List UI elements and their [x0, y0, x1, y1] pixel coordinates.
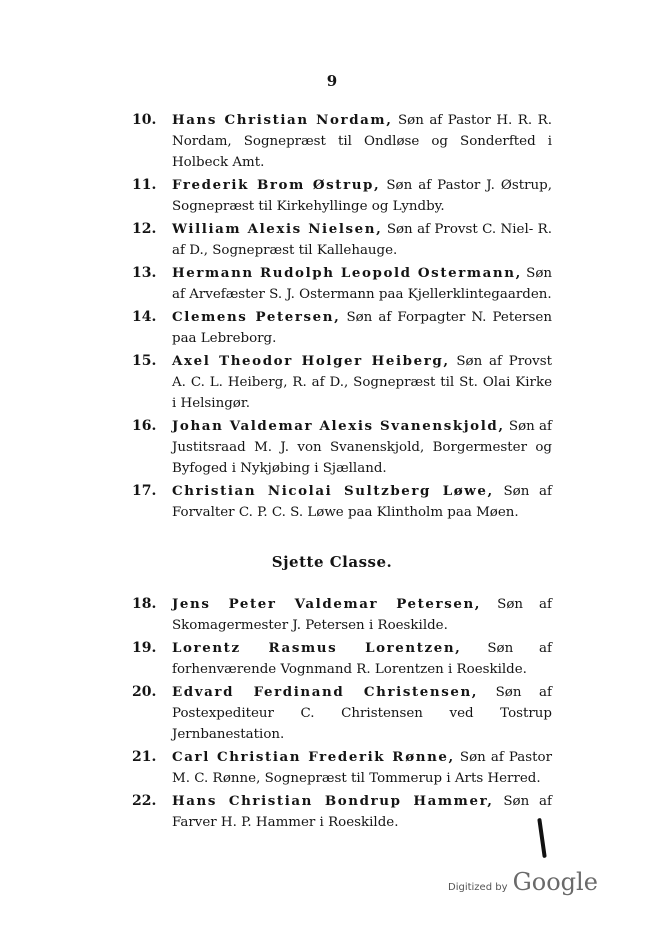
- entry-name: Hans Christian Bondrup Hammer,: [172, 793, 494, 809]
- page-number: 9: [326, 72, 338, 90]
- entry-text: [172, 307, 552, 349]
- entry-text: [172, 791, 552, 833]
- entry-description: Søn af Arvefæster S. J. Ostermann paa Kjellerklintegaarden.: [172, 266, 552, 302]
- entry-number: 20.: [132, 684, 157, 700]
- google-logo: Google: [512, 868, 598, 896]
- entry-text: [172, 638, 552, 680]
- list-item: [132, 416, 552, 479]
- entry-number: 10.: [132, 112, 157, 128]
- section-heading: Sjette Classe.: [271, 553, 393, 571]
- entry-number: 21.: [132, 749, 157, 765]
- entry-description: Søn af Postexpediteur C. Christensen ved Tostrup Jernbanestation.: [172, 685, 552, 742]
- entry-number: 12.: [132, 221, 157, 237]
- entry-number: 18.: [132, 596, 157, 612]
- entry-name: Christian Nicolai Sultzberg Løwe,: [172, 483, 494, 499]
- entry-name: Clemens Petersen,: [172, 309, 341, 325]
- entry-description: Søn af Skomagermester J. Petersen i Roeskilde.: [172, 597, 552, 633]
- entry-name: Hermann Rudolph Leopold Ostermann,: [172, 265, 522, 281]
- entry-number: 19.: [132, 640, 157, 656]
- entry-number: 17.: [132, 483, 157, 499]
- entry-text: [172, 110, 552, 173]
- entry-description: Søn af Justitsraad M. J. von Svanenskjold, Borgermester og Byfoged i Nykjøbing i Sjælland.: [172, 419, 552, 476]
- entry-description: Søn af Pastor M. C. Rønne, Sognepræst til Tommerup i Arts Herred.: [172, 750, 552, 786]
- entry-text: [172, 351, 552, 414]
- digitization-watermark: [448, 868, 598, 896]
- list-item: [132, 351, 552, 414]
- watermark-digitized-label: Digitized by: [448, 882, 508, 893]
- entry-description: Søn af Forpagter N. Petersen paa Lebreborg.: [172, 310, 552, 346]
- list-item: [132, 307, 552, 349]
- list-item: [132, 682, 552, 745]
- entry-list-lower: [132, 594, 552, 835]
- entry-text: [172, 481, 552, 523]
- entry-number: 22.: [132, 793, 157, 809]
- entry-description: Søn af Pastor H. R. R. Nordam, Sognepræst til Ondløse og Sonderfted i Holbeck Amt.: [172, 113, 552, 170]
- entry-name: Axel Theodor Holger Heiberg,: [172, 353, 450, 369]
- entry-text: [172, 416, 552, 479]
- entry-name: Lorentz Rasmus Lorentzen,: [172, 640, 462, 656]
- entry-name: Hans Christian Nordam,: [172, 112, 393, 128]
- entry-number: 11.: [132, 177, 157, 193]
- entry-list-upper: [132, 110, 552, 525]
- entry-name: Jens Peter Valdemar Petersen,: [172, 596, 482, 612]
- entry-number: 13.: [132, 265, 157, 281]
- list-item: [132, 263, 552, 305]
- entry-description: Søn af forhenværende Vognmand R. Lorentzen i Roeskilde.: [172, 641, 552, 677]
- list-item: [132, 481, 552, 523]
- entry-number: 15.: [132, 353, 157, 369]
- entry-text: [172, 747, 552, 789]
- entry-description: Søn af Provst A. C. L. Heiberg, R. af D., Sognepræst til St. Olai Kirke i Helsingør.: [172, 354, 552, 411]
- entry-text: [172, 219, 552, 261]
- entry-name: Johan Valdemar Alexis Svanenskjold,: [172, 418, 505, 434]
- entry-name: Edvard Ferdinand Christensen,: [172, 684, 479, 700]
- list-item: [132, 594, 552, 636]
- list-item: [132, 219, 552, 261]
- list-item: [132, 638, 552, 680]
- entry-name: Carl Christian Frederik Rønne,: [172, 749, 455, 765]
- entry-text: [172, 682, 552, 745]
- list-item: [132, 175, 552, 217]
- entry-description: Søn af Forvalter C. P. C. S. Løwe paa Klintholm paa Møen.: [172, 484, 552, 520]
- entry-name: William Alexis Nielsen,: [172, 221, 383, 237]
- entry-text: [172, 263, 552, 305]
- entry-description: Søn af Farver H. P. Hammer i Roeskilde.: [172, 794, 552, 830]
- list-item: [132, 791, 552, 833]
- entry-description: Søn af Provst C. Niel- R. af D., Sognepræst til Kallehauge.: [172, 222, 552, 258]
- entry-name: Frederik Brom Østrup,: [172, 177, 381, 193]
- list-item: [132, 110, 552, 173]
- entry-number: 14.: [132, 309, 157, 325]
- list-item: [132, 747, 552, 789]
- entry-description: Søn af Pastor J. Østrup, Sognepræst til Kirkehyllinge og Lyndby.: [172, 178, 553, 214]
- entry-text: [172, 175, 552, 217]
- entry-text: [172, 594, 552, 636]
- entry-number: 16.: [132, 418, 157, 434]
